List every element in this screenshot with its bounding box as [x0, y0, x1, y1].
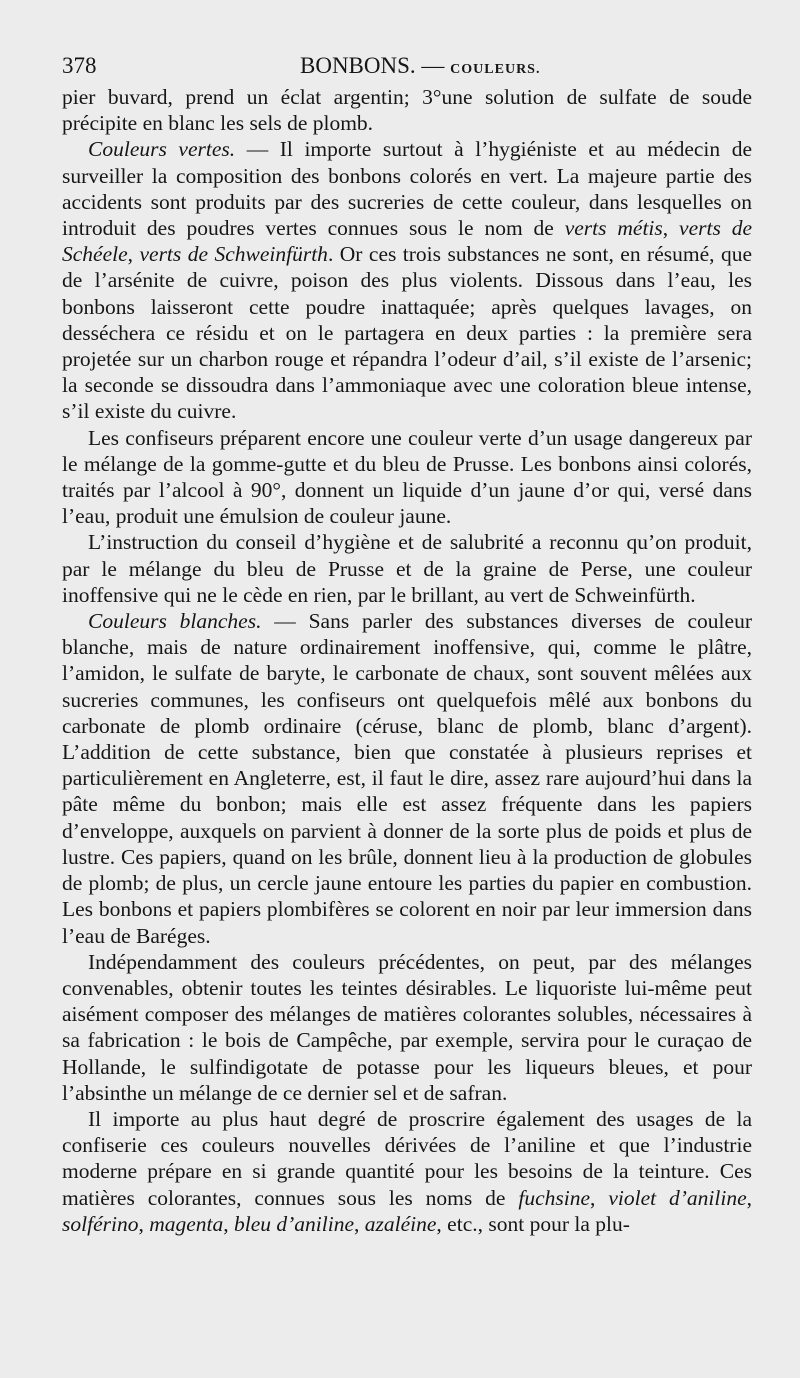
- paragraph-text: ,: [662, 216, 680, 241]
- paragraph-4-text: L’instruction du conseil d’hygiène et de salubrité a reconnu qu’on produit, par le mélange du bleu de Prusse et de la graine de Perse, une couleur inoffensive qui ne le cède en rien, par le brillant, au vert de Schweinfürth.: [62, 530, 752, 607]
- paragraph-4: [62, 529, 752, 608]
- term-azaleine: azaléine: [364, 1211, 437, 1236]
- section-lead-couleurs-vertes: Couleurs vertes.: [88, 137, 236, 162]
- paragraph-text: . Or ces trois substances ne sont, en résumé, que de l’arsénite de cuivre, poison des plus violents. Dissous dans l’eau, les bonbons laisseront cette poudre inattaquée; après quelques lavages, on desséchera ce résidu et on le partagera en deux parties : la première sera projetée sur un charbon rouge et répandra l’odeur d’ail, s’il existe de l’arsenic; la seconde se dissoudra dans l’ammoniaque avec une coloration bleue intense, s’il existe du cuivre.: [62, 242, 752, 424]
- paragraph-couleurs-blanches: [62, 608, 752, 949]
- paragraph-text: , etc., sont pour la plu-: [436, 1211, 630, 1236]
- paragraph-text: ,: [127, 242, 140, 267]
- running-head-subtitle: COULEURS.: [450, 62, 541, 77]
- paragraph-1: [62, 84, 752, 136]
- term-verts-de-schweinfurth: verts de Schweinfürth: [139, 242, 328, 267]
- paragraph-text: ,: [354, 1211, 365, 1236]
- paragraph-6-text: Indépendamment des couleurs précédentes, on peut, par des mélanges convenables, obtenir toutes les teintes désirables. Le liquoriste lui-même peut aisément composer des mélanges de matières colorantes solubles, nécessaires à sa fabrication : le bois de Campêche, par exemple, servira pour le curaçao de Hollande, le sulfindigotate de potasse pour les liqueurs bleues, et pour l’absinthe un mélange de ce dernier sel et de safran.: [62, 949, 752, 1105]
- paragraph-5-text: — Sans parler des substances diverses de couleur blanche, mais de nature ordinairement inoffensive, qui, comme le plâtre, l’amidon, le sulfate de baryte, le carbonate de chaux, sont souvent mêlées aux sucreries communes, les confiseurs ont quelquefois mêlé aux bonbons du carbonate de plomb ordinaire (céruse, blanc de plomb, blanc d’argent). L’addition de cette substance, bien que constatée à plusieurs reprises et particulièrement en Angleterre, est, il faut le dire, assez rare aujourd’hui dans la pâte même du bonbon; mais elle est assez fréquente dans les papiers d’enveloppe, auxquels on parvient à donner de la sorte plus de poids et plus de lustre. Ces papiers, quand on les brûle, donnent lieu à la production de globules de plomb; de plus, un cercle jaune entoure les parties du papier en combustion. Les bonbons et papiers plombifères se colorent en noir par leur immersion dans l’eau de Baréges.: [62, 609, 752, 948]
- paragraph-6: [62, 949, 752, 1106]
- term-violet-d-aniline: violet d’aniline: [608, 1185, 747, 1210]
- paragraph-text: ,: [590, 1185, 609, 1210]
- term-fuchsine: fuchsine: [518, 1185, 591, 1210]
- paragraph-1-text: pier buvard, prend un éclat argentin; 3°une solution de sulfate de soude précipite en blanc les sels de plomb.: [62, 85, 752, 136]
- running-head-separator: —: [421, 53, 445, 78]
- paragraph-couleurs-vertes: [62, 136, 752, 424]
- term-magenta: magenta: [149, 1211, 224, 1236]
- term-verts-metis: verts métis: [564, 216, 663, 241]
- paragraph-text: ,: [138, 1211, 150, 1236]
- paragraph-3: [62, 425, 752, 530]
- page-header: [62, 50, 758, 82]
- paragraph-text: — Il importe surtout à l’hygiéniste et au médecin de surveiller la composition des bonbons colorés en vert. La majeure partie des accidents sont produits par des sucreries de cette couleur, dans lesquelles on introduit des poudres vertes connues sous le nom de: [62, 137, 752, 241]
- paragraph-7: [62, 1106, 752, 1237]
- paragraph-text: ,: [223, 1211, 234, 1236]
- paragraph-text: Il importe au plus haut degré de proscrire également des usages de la confiserie ces couleurs nouvelles dérivées de l’aniline et que l’industrie moderne prépare en si grande quantité pour les besoins de la teinture. Ces matières colorantes, connues sous les noms de: [62, 1106, 752, 1210]
- body-text: [62, 84, 752, 1237]
- page-number: 378: [62, 53, 97, 78]
- paragraph-text: ,: [746, 1185, 752, 1210]
- term-bleu-d-aniline: bleu d’aniline: [234, 1211, 355, 1236]
- section-lead-couleurs-blanches: Couleurs blanches.: [88, 609, 262, 634]
- running-head: [300, 50, 540, 86]
- term-solferino: solférino: [62, 1211, 139, 1236]
- running-head-title: BONBONS.: [300, 53, 416, 78]
- term-verts-de-scheele: verts de Schéele: [62, 216, 752, 267]
- paragraph-3-text: Les confiseurs préparent encore une couleur verte d’un usage dangereux par le mélange de la gomme-gutte et du bleu de Prusse. Les bonbons ainsi colorés, traités par l’alcool à 90°, donnent un liquide d’un jaune d’or qui, versé dans l’eau, produit une émulsion de couleur jaune.: [62, 425, 752, 529]
